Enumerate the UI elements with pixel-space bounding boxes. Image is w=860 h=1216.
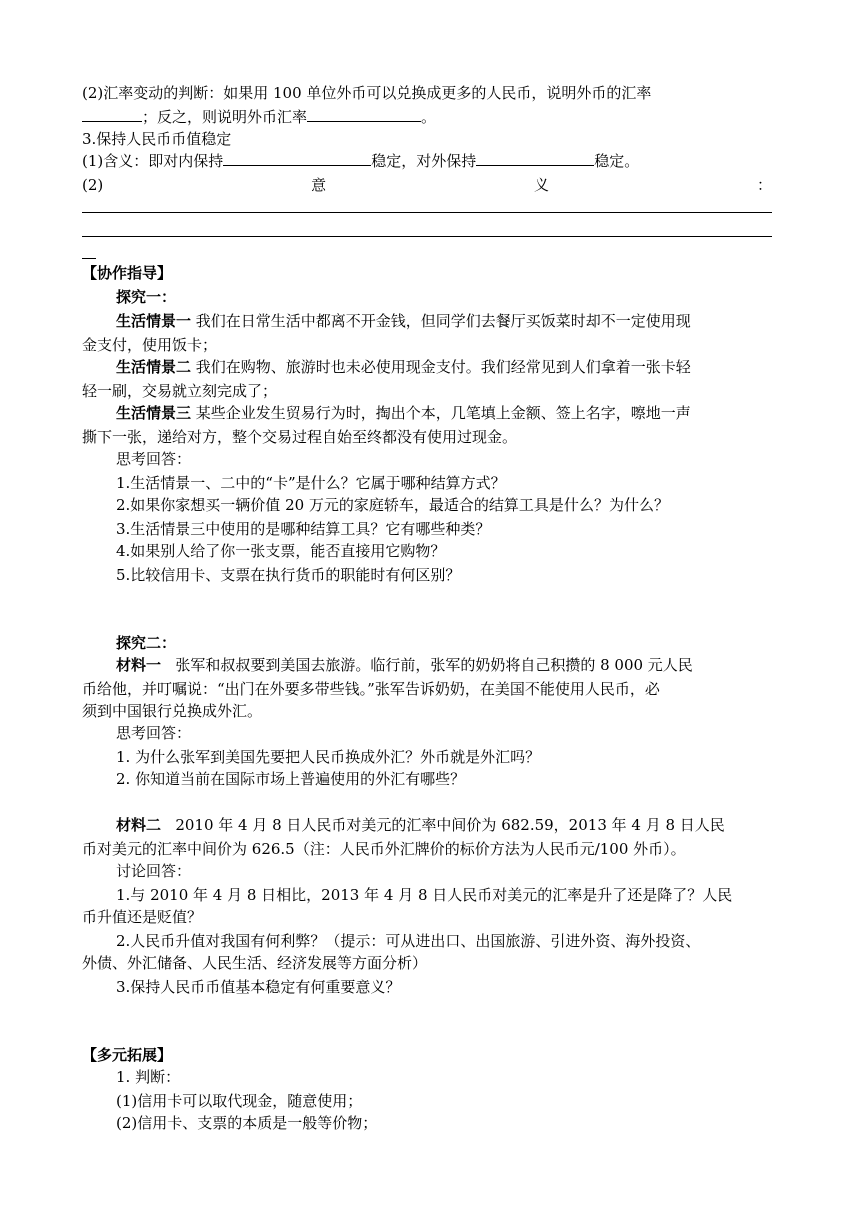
material-line: 币给他，并叮嘱说：“出门在外要多带些钱。”张军告诉奶奶，在美国不能使用人民币，必 (82, 680, 660, 698)
question: 1.生活情景一、二中的“卡”是什么？它属于哪种结算方式？ (116, 474, 506, 492)
text-fragment: (2) (82, 176, 104, 194)
question: 币升值还是贬值？ (82, 908, 203, 926)
question: 4.如果别人给了你一张支票，能否直接用它购物？ (116, 542, 446, 560)
question: 1.与 2010 年 4 月 8 日相比，2013 年 4 月 8 日人民币对美元的汇率是升了还是降了？人民 (116, 886, 733, 904)
question: 3.生活情景三中使用的是哪种结算工具？它有哪些种类？ (116, 520, 491, 538)
question: 3.保持人民币币值基本稳定有何重要意义？ (116, 978, 401, 996)
judge-item: (2)信用卡、支票的本质是一般等价物； (116, 1114, 378, 1132)
scenario-line: 撕下一张，递给对方，整个交易过程自始至终都没有使用过现金。 (82, 428, 518, 446)
text-fragment: 。 (421, 108, 437, 126)
scenario-line: 轻一刷，交易就立刻完成了； (82, 382, 278, 400)
text-fragment: 义 (534, 176, 550, 194)
answer-rule[interactable] (82, 236, 772, 237)
discuss-label: 讨论回答： (116, 862, 192, 880)
text-fragment: 稳定。 (594, 152, 640, 170)
material-line (116, 654, 693, 676)
explore-title: 探究二： (116, 634, 177, 652)
section-title: 3.保持人民币币值稳定 (82, 130, 232, 148)
scenario-line (116, 310, 691, 332)
question: 外债、外汇储备、人民生活、经济发展等方面分析） (82, 954, 428, 972)
scenario-line (116, 402, 691, 424)
answer-blank[interactable] (476, 150, 594, 166)
question: 2.如果你家想买一辆价值 20 万元的家庭轿车，最适合的结算工具是什么？为什么？ (116, 496, 669, 514)
answer-blank[interactable] (307, 106, 421, 122)
text-fragment: ： (756, 176, 772, 194)
scenario-text: 某些企业发生贸易行为时，掏出个本，几笔填上金额、签上名字，嚓地一声 (195, 404, 691, 422)
think-label: 思考回答： (116, 724, 192, 742)
judge-label: 1. 判断： (116, 1068, 181, 1086)
exchange-rate-line: (2)汇率变动的判断：如果用 100 单位外币可以兑换成更多的人民币，说明外币的汇率 (82, 84, 652, 102)
think-label: 思考回答： (116, 450, 192, 468)
material-line: 币对美元的汇率中间价为 626.5（注：人民币外汇牌价的标价方法为人民币元/100 外币）。 (82, 840, 686, 858)
meaning-line (82, 150, 639, 172)
material-text: 张军和叔叔要到美国去旅游。临行前，张军的奶奶将自己积攒的 8 000 元人民 (175, 656, 693, 674)
question: 2. 你知道当前在国际市场上普遍使用的外汇有哪些？ (116, 770, 466, 788)
question: 5.比较信用卡、支票在执行货币的职能时有何区别？ (116, 566, 461, 584)
section-heading: 【多元拓展】 (82, 1046, 173, 1064)
text-fragment: (1)含义：即对内保持 (82, 152, 224, 170)
scenario-text: 我们在日常生活中都离不开金钱，但同学们去餐厅买饭菜时却不一定使用现 (195, 312, 691, 330)
scenario-title: 生活情景三 (116, 404, 192, 422)
answer-blank[interactable] (223, 150, 371, 166)
text-fragment: 意 (311, 176, 327, 194)
explore-title: 探究一： (116, 288, 177, 306)
section-heading: 【协作指导】 (82, 264, 173, 282)
answer-rule[interactable] (82, 258, 96, 259)
scenario-line (116, 356, 691, 378)
judge-item: (1)信用卡可以取代现金，随意使用； (116, 1092, 363, 1110)
text-fragment: 稳定，对外保持 (371, 152, 477, 170)
answer-blank[interactable] (82, 106, 142, 122)
material-line: 须到中国银行兑换成外汇。 (82, 702, 263, 720)
answer-rule[interactable] (82, 212, 772, 213)
scenario-title: 生活情景一 (116, 312, 192, 330)
scenario-text: 我们在购物、旅游时也未必使用现金支付。我们经常见到人们拿着一张卡轻 (195, 358, 691, 376)
significance-line (82, 174, 772, 196)
material-title: 材料一 (116, 656, 162, 674)
material-text: 2010 年 4 月 8 日人民币对美元的汇率中间价为 682.59，2013 年 4 月 8 日人民 (175, 816, 725, 834)
scenario-title: 生活情景二 (116, 358, 192, 376)
material-title: 材料二 (116, 816, 162, 834)
scenario-line: 金支付，使用饭卡； (82, 336, 218, 354)
text-fragment: ；反之，则说明外币汇率 (142, 108, 308, 126)
question: 1. 为什么张军到美国先要把人民币换成外汇？外币就是外汇吗？ (116, 748, 541, 766)
exchange-rate-line-2 (82, 106, 436, 128)
question: 2.人民币升值对我国有何利弊？（提示：可从进出口、出国旅游、引进外资、海外投资、 (116, 932, 701, 950)
material-line (116, 814, 725, 836)
